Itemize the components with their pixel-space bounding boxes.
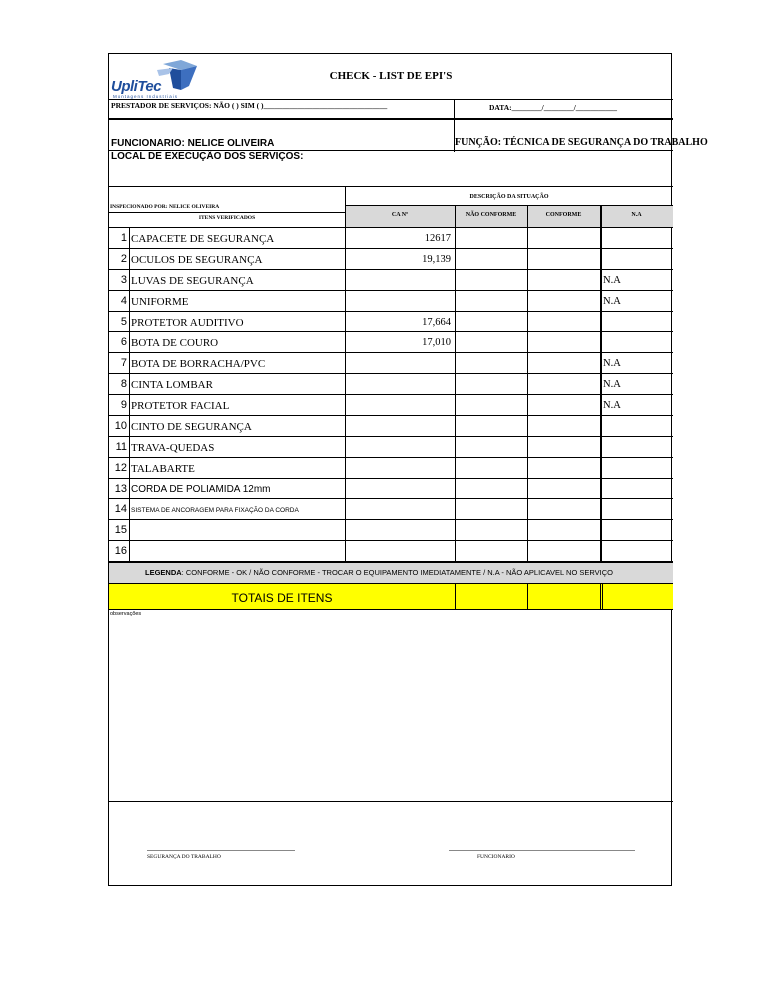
row-item: BOTA DE COURO — [131, 337, 219, 350]
legend-bar — [109, 562, 673, 584]
row-number: 14 — [114, 503, 127, 516]
descricao-label: DESCRIÇÃO DA SITUAÇÃO — [469, 194, 549, 200]
totals-label: TOTAIS DE ITENS — [231, 591, 333, 605]
row-item: OCULOS DE SEGURANÇA — [131, 253, 263, 266]
row-item: UNIFORME — [131, 295, 189, 308]
table-row — [109, 249, 673, 270]
table-row — [109, 479, 673, 500]
date-field: DATA:________/________/___________ — [489, 103, 618, 112]
items-table — [109, 228, 673, 562]
row-number: 1 — [120, 232, 127, 244]
table-row — [109, 437, 673, 458]
row-number: 8 — [120, 378, 127, 391]
row-number: 5 — [120, 315, 127, 328]
table-row — [109, 374, 673, 395]
table-row — [109, 270, 673, 291]
table-row — [109, 353, 673, 374]
row-ca: 17,664 — [422, 316, 451, 328]
row-number: 7 — [120, 357, 127, 370]
row-na: N.A — [603, 400, 621, 411]
row-item: SISTEMA DE ANCORAGEM PARA FIXAÇÃO DA CORDA — [131, 507, 299, 515]
na-header: N.A — [631, 212, 642, 218]
row-na: N.A — [603, 295, 621, 307]
funcionario-field: FUNCIONARIO: NELICE OLIVEIRA — [111, 138, 275, 149]
row-ca: 12617 — [424, 233, 451, 244]
row-item: BOTA DE BORRACHA/PVC — [131, 358, 266, 371]
row-item: CINTO DE SEGURANÇA — [131, 420, 252, 433]
row-number: 10 — [114, 419, 127, 432]
row-number: 9 — [120, 399, 127, 411]
prestador-field: PRESTADOR DE SERVIÇOS: NÃO ( ) SIM ( )_________________________________ — [111, 101, 388, 110]
table-row — [109, 416, 673, 437]
ca-header: CA Nº — [391, 212, 409, 218]
table-row — [109, 395, 673, 416]
itens-verificados-label: ITENS VERIFICADOS — [198, 215, 256, 221]
row-number: 3 — [120, 273, 127, 286]
form-title: CHECK - LIST DE EPI'S — [329, 70, 453, 82]
row-item: PROTETOR AUDITIVO — [131, 316, 244, 329]
row-item: LUVAS DE SEGURANÇA — [131, 274, 254, 287]
conforme-header: CONFORME — [545, 212, 582, 218]
funcao-field: FUNÇÃO: TÉCNICA DE SEGURANÇA DO TRABALHO — [455, 137, 708, 148]
row-na: N.A — [603, 358, 621, 370]
logo-text: UpliTec — [111, 78, 162, 95]
row-number: 12 — [114, 461, 127, 474]
table-row — [109, 228, 673, 249]
row-item: PROTETOR FACIAL — [131, 400, 230, 412]
row-item: CINTA LOMBAR — [131, 379, 213, 392]
row-number: 2 — [120, 252, 127, 265]
row-na: N.A — [603, 274, 621, 286]
row-ca: 17,010 — [422, 337, 451, 349]
table-row — [109, 520, 673, 541]
row-number: 15 — [114, 524, 127, 537]
table-row — [109, 499, 673, 520]
row-number: 11 — [115, 440, 127, 453]
row-item: CORDA DE POLIAMIDA 12mm — [131, 483, 271, 495]
row-number: 4 — [120, 294, 127, 307]
legend-label: LEGENDA — [145, 568, 182, 577]
row-number: 6 — [120, 336, 127, 349]
row-ca: 19,139 — [422, 253, 451, 265]
table-row — [109, 291, 673, 312]
row-number: 16 — [114, 545, 127, 558]
row-item: TALABARTE — [131, 462, 195, 475]
signature-seguranca: SEGURANÇA DO TRABALHO — [147, 854, 221, 860]
row-item: CAPACETE DE SEGURANÇA — [131, 233, 275, 245]
table-row — [109, 332, 673, 353]
local-field: LOCAL DE EXECUÇÃO DOS SERVIÇOS: — [111, 151, 304, 162]
legend-text: : CONFORME - OK / NÃO CONFORME - TROCAR O EQUIPAMENTO IMEDIATAMENTE / N.A - NÃO APLICAVEL NO SERVIÇO — [181, 568, 613, 577]
row-na: N.A — [603, 379, 621, 391]
table-row — [109, 312, 673, 333]
observacoes-label: observações — [110, 611, 142, 617]
nao-conforme-header: NÃO CONFORME — [465, 212, 517, 218]
table-row — [109, 541, 673, 562]
totals-row — [109, 584, 673, 610]
table-row — [109, 458, 673, 479]
row-number: 13 — [114, 482, 127, 495]
inspecionado-label: INSPECIONADO POR: NELICE OLIVEIRA — [110, 204, 220, 210]
row-item: TRAVA-QUEDAS — [131, 441, 215, 454]
checklist-sheet — [108, 53, 708, 886]
logo-subtext: Montagens Industriais — [113, 94, 179, 99]
signature-funcionario: FUNCIONARIO — [477, 854, 515, 860]
